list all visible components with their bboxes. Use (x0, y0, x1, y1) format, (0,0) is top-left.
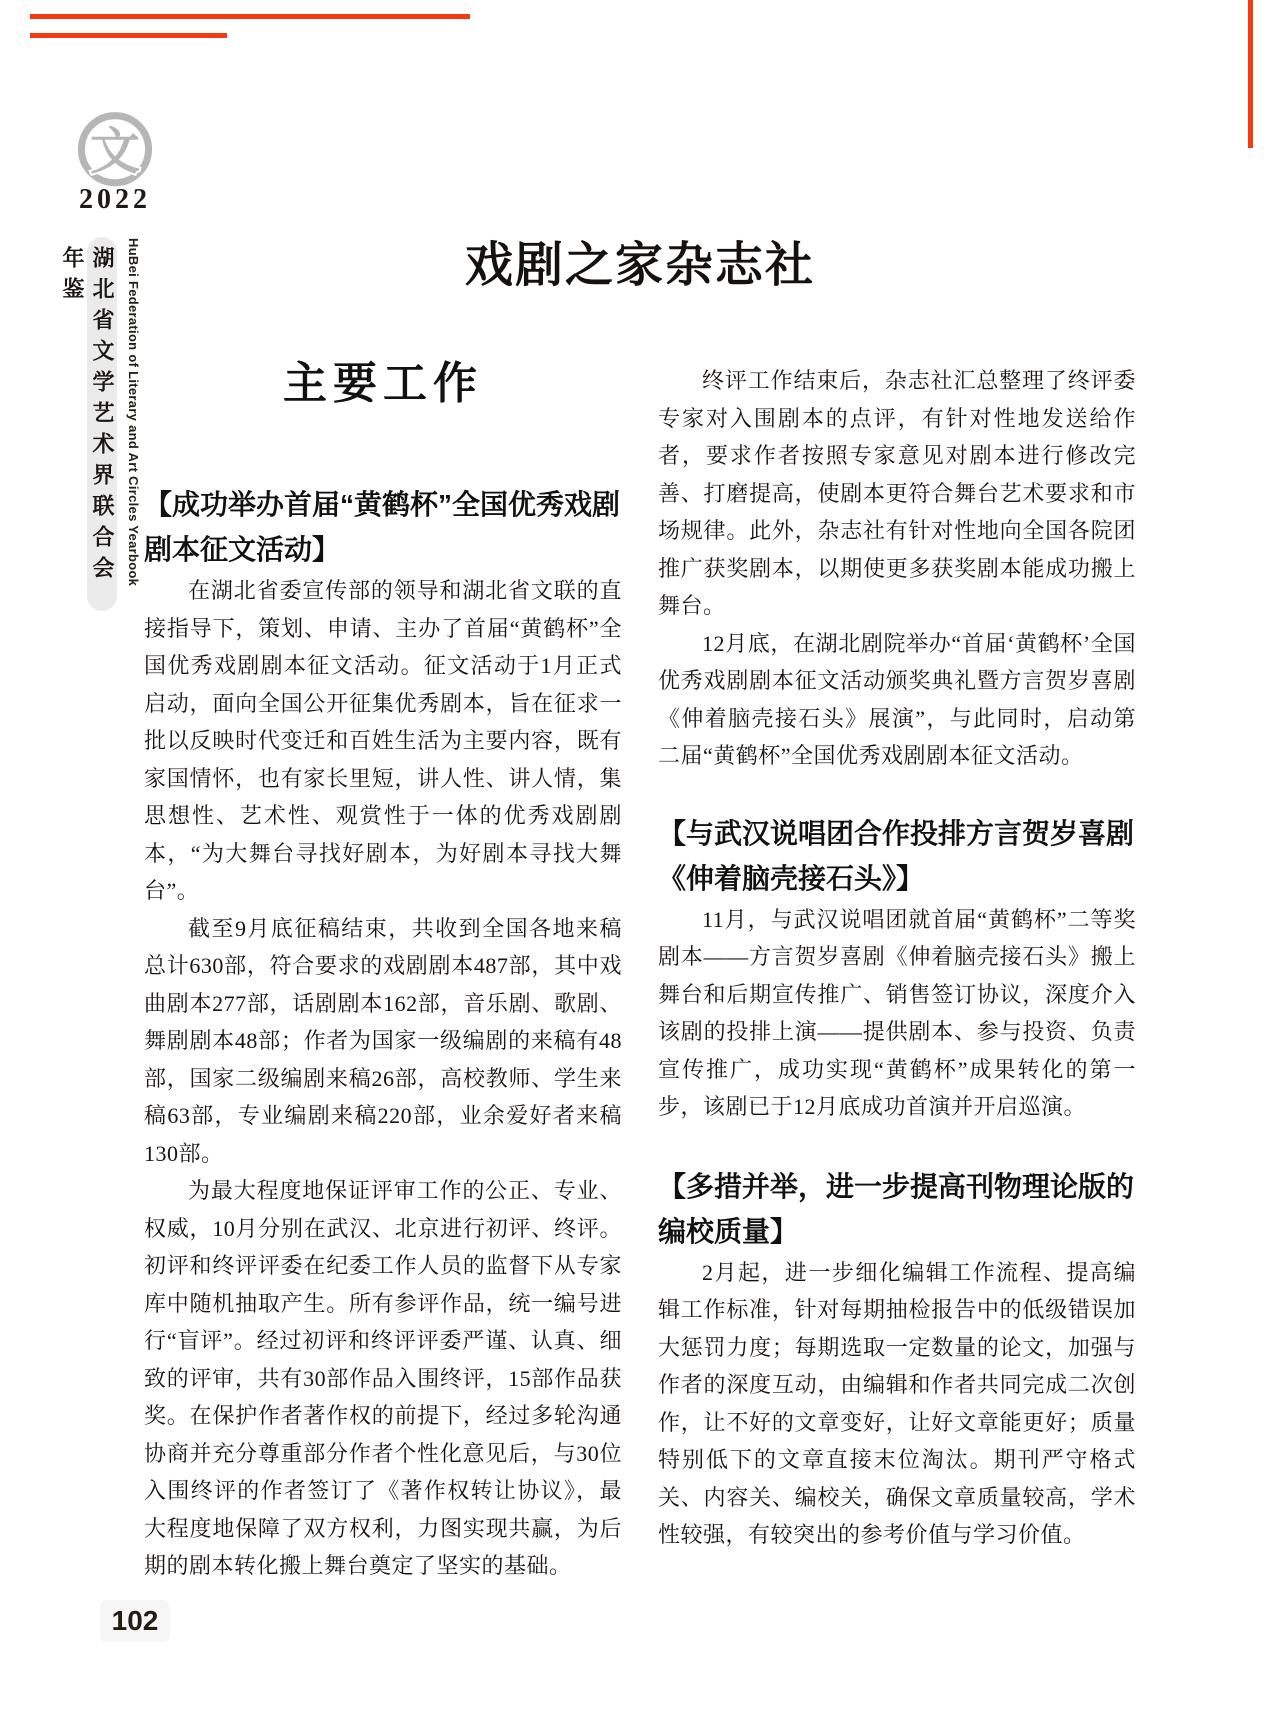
paragraph-editing-quality: 2月起，进一步细化编辑工作流程、提高编辑工作标准，针对每期抽检报告中的低级错误加大惩罚力度；每期选取一定数量的论文，加强与作者的深度互动，由编辑和作者共同完成二次创作，让不好的文章变好，让好文章能更好；质量特别低下的文章直接末位淘汰。期刊严守格式关、内容关、编校关，确保文章质量较高，学术性较强，有较突出的参考价值与学习价值。 (658, 1259, 1136, 1547)
sidebar-vertical-title-en: HuBei Federation of Literary and Art Circles Yearbook (126, 238, 141, 587)
section-title: 主要工作 (283, 359, 483, 408)
logo-wen-glyph: 文 (90, 124, 140, 180)
paragraph-award-ceremony: 12月底，在湖北剧院举办“首届‘黄鹤杯’全国优秀戏剧剧本征文活动颁奖典礼暨方言贺岁喜剧《伸着脑壳接石头》展演”，与此同时，启动第二届“黄鹤杯”全国优秀戏剧剧本征文活动。 (658, 630, 1136, 768)
paragraph-submissions: 截至9月底征稿结束，共收到全国各地来稿总计630部，符合要求的戏剧剧本487部，其中戏曲剧本277部，话剧剧本162部，音乐剧、歌剧、舞剧剧本48部；作者为国家一级编剧的来稿有48部，国家二级编剧来稿26部，高校教师、学生来稿63部，专业编剧来稿220部，业余爱好者来稿130部。 (144, 915, 622, 1166)
red-mark-right-edge (1248, 0, 1253, 148)
paragraph-final-review: 终评工作结束后，杂志社汇总整理了终评委专家对入围剧本的点评，有针对性地发送给作者，要求作者按照专家意见对剧本进行修改完善、打磨提高，使剧本更符合舞台艺术要求和市场规律。此外，杂志社有针对性地向全国各院团推广获奖剧本，以期使更多获奖剧本能成功搬上舞台。 (658, 368, 1136, 618)
red-mark-top-long (30, 14, 470, 19)
left-column (144, 338, 622, 1585)
federation-logo-icon (76, 110, 154, 190)
right-column (658, 338, 1136, 1554)
red-mark-top-short (30, 33, 227, 38)
subsection-heading-editing-quality: 【多措并举，进一步提高刊物理论版的编校质量】 (658, 1170, 1135, 1247)
year-label: 2022 (79, 184, 151, 215)
subsection-heading-comedy-coop: 【与武汉说唱团合作投排方言贺岁喜剧《伸着脑壳接石头》】 (658, 817, 1135, 894)
page-title: 戏剧之家杂志社 (464, 239, 815, 292)
paragraph-comedy-coop: 11月，与武汉说唱团就首届“黄鹤杯”二等奖剧本——方言贺岁喜剧《伸着脑壳接石头》搬上舞台和后期宣传推广、销售签订协议，深度介入该剧的投排上演——提供剧本、参与投资、负责宣传推广，成功实现“黄鹤杯”成果转化的第一步，该剧已于12月底成功首演并开启巡演。 (658, 906, 1136, 1119)
page-number: 102 (100, 1600, 170, 1642)
sidebar-vertical-title-cn: 湖北省文学艺术界联合会年鉴 (87, 237, 117, 611)
paragraph-review: 为最大程度地保证评审工作的公正、专业、权威，10月分别在武汉、北京进行初评、终评。初评和终评评委在纪委工作人员的监督下从专家库中随机抽取产生。所有参评作品，统一编号进行“盲评”。经过初评和终评评委严谨、认真、细致的评审，共有30部作品入围终评，15部作品获奖。在保护作者著作权的前提下，经过多轮沟通协商并充分尊重部分作者个性化意见后，与30位入围终评的作者签订了《著作权转让协议》，最大程度地保障了双方权利，力图实现共赢，为后期的剧本转化搬上舞台奠定了坚实的基础。 (144, 1178, 622, 1578)
paragraph-guidance: 在湖北省委宣传部的领导和湖北省文联的直接指导下，策划、申请、主办了首届“黄鹤杯”全国优秀戏剧剧本征文活动。征文活动于1月正式启动，面向全国公开征集优秀剧本，旨在征求一批以反映时代变迁和百姓生活为主要内容，既有家国情怀，也有家长里短，讲人性、讲人情，集思想性、艺术性、观赏性于一体的优秀戏剧剧本，“为大舞台寻找好剧本，为好剧本寻找大舞台”。 (144, 578, 622, 903)
subsection-heading-huanghe-cup: 【成功举办首届“黄鹤杯”全国优秀戏剧剧本征文活动】 (144, 489, 621, 565)
